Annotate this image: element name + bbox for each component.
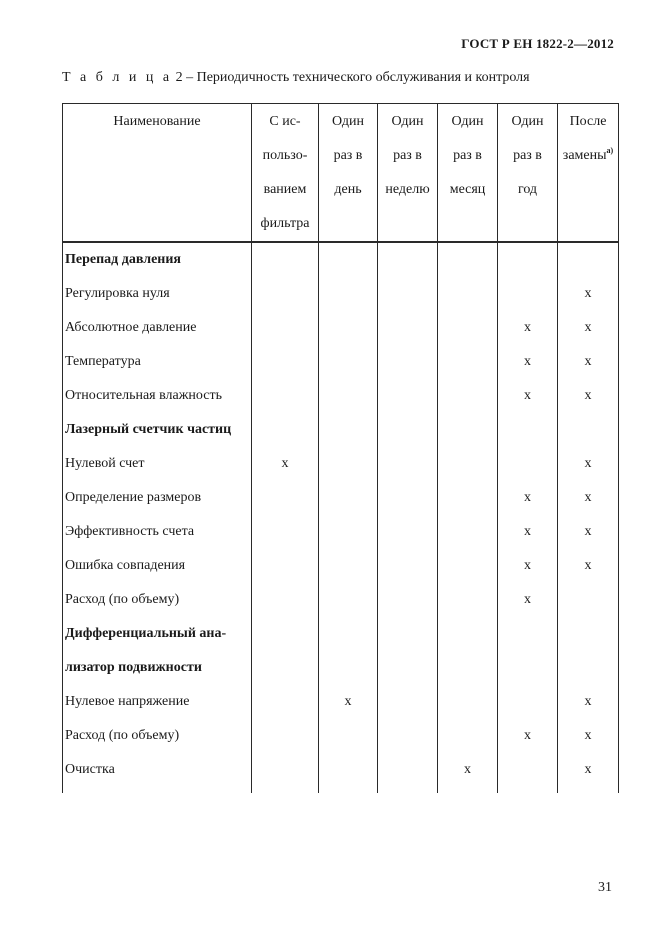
cell-after-replacement — [558, 413, 619, 447]
column-header-line — [558, 139, 618, 173]
column-header-line — [498, 173, 557, 207]
column-header-line — [438, 105, 497, 139]
cell-weekly — [378, 583, 438, 617]
cell-monthly — [438, 413, 498, 447]
column-header-line — [498, 105, 557, 139]
cell-after-replacement: x — [558, 481, 619, 515]
cell-yearly — [498, 685, 558, 719]
table-row — [63, 583, 619, 617]
cell-yearly: x — [498, 515, 558, 549]
column-header-after-replacement — [558, 104, 619, 243]
cell-monthly — [438, 311, 498, 345]
cell-yearly — [498, 617, 558, 651]
cell-after-replacement: x — [558, 753, 619, 793]
cell-with-filter — [252, 481, 319, 515]
section-row — [63, 413, 619, 447]
table-row — [63, 311, 619, 345]
row-name: Расход (по объему) — [63, 719, 252, 753]
cell-monthly — [438, 549, 498, 583]
table-header — [63, 104, 619, 243]
cell-with-filter — [252, 651, 319, 685]
table-caption-text: 2 – Периодичность технического обслуживания и контроля — [172, 70, 530, 85]
column-header-line — [378, 139, 437, 173]
cell-monthly — [438, 685, 498, 719]
cell-after-replacement — [558, 583, 619, 617]
table-row — [63, 277, 619, 311]
column-header-with-filter — [252, 104, 319, 243]
row-name: Регулировка нуля — [63, 277, 252, 311]
column-header-line — [378, 173, 437, 207]
row-name: Абсолютное давление — [63, 311, 252, 345]
cell-with-filter — [252, 277, 319, 311]
cell-monthly — [438, 583, 498, 617]
column-header-text: Один — [451, 114, 484, 129]
cell-with-filter — [252, 413, 319, 447]
section-title: Перепад давления — [63, 242, 252, 277]
footnote-mark: a) — [606, 146, 614, 155]
cell-monthly — [438, 379, 498, 413]
column-header-line — [438, 173, 497, 207]
cell-daily — [319, 277, 378, 311]
cell-after-replacement: x — [558, 277, 619, 311]
table-row — [63, 379, 619, 413]
cell-daily — [319, 719, 378, 753]
column-header-line — [252, 105, 318, 139]
cell-yearly: x — [498, 481, 558, 515]
row-name: Температура — [63, 345, 252, 379]
maintenance-table — [62, 103, 619, 793]
cell-with-filter — [252, 583, 319, 617]
row-name: Эффективность счета — [63, 515, 252, 549]
column-header-text: Один — [391, 114, 424, 129]
standard-header: ГОСТ Р ЕН 1822-2—2012 — [461, 36, 614, 51]
column-header-line — [438, 139, 497, 173]
column-header-name — [63, 104, 252, 243]
cell-yearly: x — [498, 583, 558, 617]
cell-with-filter — [252, 345, 319, 379]
column-header-text: Один — [331, 114, 365, 129]
cell-yearly: x — [498, 549, 558, 583]
cell-monthly — [438, 719, 498, 753]
section-title: Лазерный счетчик частиц — [63, 413, 252, 447]
cell-weekly — [378, 685, 438, 719]
cell-yearly: x — [498, 345, 558, 379]
column-header-line — [378, 105, 437, 139]
cell-monthly — [438, 515, 498, 549]
column-header-text: раз в — [393, 148, 422, 163]
cell-weekly — [378, 413, 438, 447]
cell-monthly — [438, 651, 498, 685]
table-row — [63, 345, 619, 379]
column-header-line — [319, 173, 377, 207]
column-header-text: раз в — [513, 148, 542, 163]
cell-weekly — [378, 311, 438, 345]
cell-daily — [319, 242, 378, 277]
cell-monthly — [438, 447, 498, 481]
column-header-text: Один — [511, 114, 544, 129]
row-name: Нулевой счет — [63, 447, 252, 481]
cell-yearly — [498, 447, 558, 481]
cell-daily — [319, 583, 378, 617]
table-body — [63, 242, 619, 793]
column-header-line — [319, 105, 377, 139]
cell-with-filter — [252, 685, 319, 719]
section-row — [63, 617, 619, 651]
cell-after-replacement: x — [558, 345, 619, 379]
row-name: Определение размеров — [63, 481, 252, 515]
row-name: Очистка — [63, 753, 252, 793]
column-header-text: С ис- — [269, 114, 301, 129]
column-header-monthly — [438, 104, 498, 243]
column-header-line — [319, 139, 377, 173]
cell-weekly — [378, 242, 438, 277]
cell-after-replacement — [558, 242, 619, 277]
column-header-daily — [319, 104, 378, 243]
cell-weekly — [378, 515, 438, 549]
column-header-line — [498, 139, 557, 173]
cell-yearly — [498, 242, 558, 277]
cell-with-filter: x — [252, 447, 319, 481]
cell-yearly — [498, 413, 558, 447]
cell-daily — [319, 515, 378, 549]
row-name: Относительная влажность — [63, 379, 252, 413]
cell-yearly: x — [498, 719, 558, 753]
cell-after-replacement: x — [558, 549, 619, 583]
cell-daily — [319, 617, 378, 651]
cell-monthly — [438, 345, 498, 379]
cell-with-filter — [252, 379, 319, 413]
cell-after-replacement — [558, 617, 619, 651]
table-row — [63, 753, 619, 793]
cell-daily — [319, 379, 378, 413]
cell-daily — [319, 481, 378, 515]
column-header-line — [558, 105, 618, 139]
table-header-row — [63, 104, 619, 243]
cell-daily — [319, 651, 378, 685]
cell-with-filter — [252, 617, 319, 651]
cell-after-replacement: x — [558, 311, 619, 345]
column-header-text: Наименование — [113, 114, 201, 129]
column-header-line — [252, 139, 318, 173]
column-header-text: пользо- — [262, 148, 308, 163]
cell-daily — [319, 549, 378, 583]
cell-yearly — [498, 651, 558, 685]
cell-daily: x — [319, 685, 378, 719]
cell-weekly — [378, 277, 438, 311]
table-row — [63, 549, 619, 583]
table-row — [63, 685, 619, 719]
cell-after-replacement: x — [558, 719, 619, 753]
cell-daily — [319, 311, 378, 345]
cell-after-replacement: x — [558, 685, 619, 719]
cell-weekly — [378, 549, 438, 583]
cell-weekly — [378, 345, 438, 379]
cell-after-replacement: x — [558, 379, 619, 413]
cell-with-filter — [252, 753, 319, 793]
cell-after-replacement — [558, 651, 619, 685]
column-header-text: замены — [562, 148, 607, 163]
cell-daily — [319, 413, 378, 447]
cell-yearly — [498, 753, 558, 793]
cell-with-filter — [252, 311, 319, 345]
cell-monthly — [438, 481, 498, 515]
cell-with-filter — [252, 242, 319, 277]
table-row — [63, 719, 619, 753]
section-row — [63, 651, 619, 685]
column-header-text: раз в — [333, 148, 363, 163]
table-row — [63, 481, 619, 515]
cell-weekly — [378, 379, 438, 413]
table-caption — [62, 70, 530, 86]
cell-yearly — [498, 277, 558, 311]
table-caption-label: Т а б л и ц а — [62, 70, 173, 85]
cell-weekly — [378, 753, 438, 793]
table-row — [63, 515, 619, 549]
row-name: Нулевое напряжение — [63, 685, 252, 719]
cell-daily — [319, 447, 378, 481]
section-title: Дифференциальный ана- — [63, 617, 252, 651]
cell-with-filter — [252, 549, 319, 583]
cell-monthly — [438, 617, 498, 651]
cell-daily — [319, 753, 378, 793]
row-name: Ошибка совпадения — [63, 549, 252, 583]
column-header-text: месяц — [449, 182, 486, 197]
cell-yearly: x — [498, 379, 558, 413]
cell-daily — [319, 345, 378, 379]
column-header-line — [252, 173, 318, 207]
column-header-text: ванием — [263, 182, 307, 197]
column-header-weekly — [378, 104, 438, 243]
section-title: лизатор подвижности — [63, 651, 252, 685]
cell-with-filter — [252, 719, 319, 753]
cell-monthly: x — [438, 753, 498, 793]
column-header-text: фильтра — [260, 216, 310, 231]
column-header-text: После — [569, 114, 607, 129]
column-header-line — [252, 207, 318, 241]
cell-yearly: x — [498, 311, 558, 345]
column-header-text: год — [517, 182, 538, 197]
cell-weekly — [378, 447, 438, 481]
page-number: 31 — [598, 880, 612, 895]
section-row — [63, 242, 619, 277]
column-header-yearly — [498, 104, 558, 243]
column-header-line — [63, 105, 251, 139]
cell-with-filter — [252, 515, 319, 549]
column-header-text: раз в — [453, 148, 482, 163]
cell-monthly — [438, 242, 498, 277]
cell-after-replacement: x — [558, 447, 619, 481]
cell-weekly — [378, 651, 438, 685]
column-header-text: день — [334, 182, 362, 197]
cell-after-replacement: x — [558, 515, 619, 549]
cell-monthly — [438, 277, 498, 311]
table-row — [63, 447, 619, 481]
cell-weekly — [378, 481, 438, 515]
cell-weekly — [378, 617, 438, 651]
row-name: Расход (по объему) — [63, 583, 252, 617]
cell-weekly — [378, 719, 438, 753]
column-header-text: неделю — [385, 182, 430, 197]
